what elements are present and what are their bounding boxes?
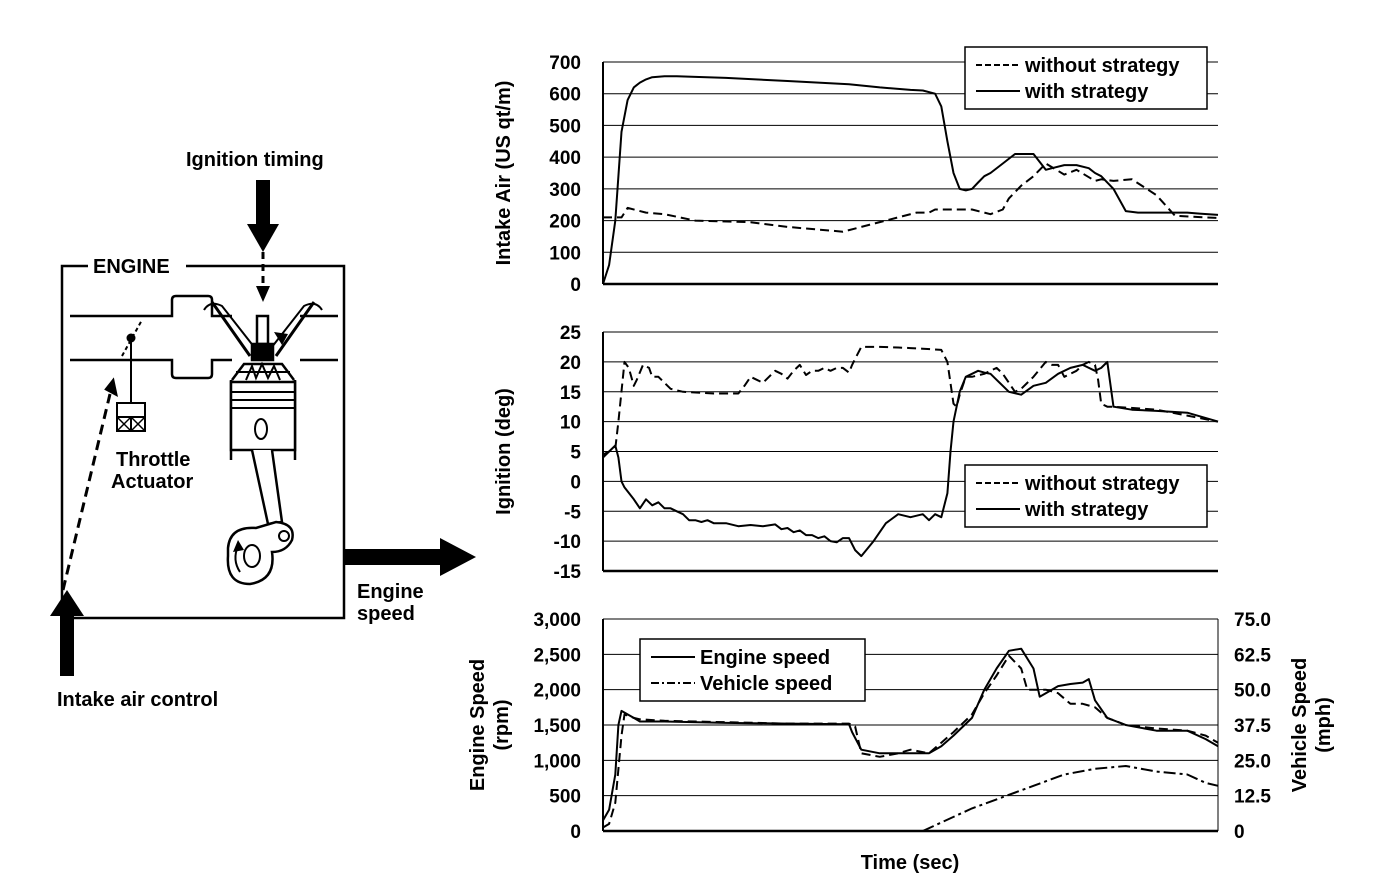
intake-air-arrow-icon [50, 377, 118, 676]
y-tick-label: 0 [570, 822, 581, 843]
legend-label: Vehicle speed [700, 673, 833, 695]
legend [640, 639, 865, 701]
y2-tick-label: 25.0 [1234, 751, 1271, 773]
legend [965, 47, 1207, 109]
y2-axis-label: Vehicle Speed [1289, 657, 1311, 793]
ignition-timing-label: Ignition timing [186, 149, 324, 171]
legend-label: Engine speed [700, 647, 831, 669]
legend-label: without strategy [1025, 55, 1180, 77]
throttle-label-line1: Throttle [116, 449, 191, 471]
engine-label: ENGINE [93, 256, 170, 278]
y-tick-label: 15 [559, 382, 581, 404]
y-tick-label: 2,500 [533, 645, 581, 667]
y-tick-label: 300 [549, 179, 581, 201]
throttle-label-line2: Actuator [111, 471, 194, 493]
y-tick-label: 600 [549, 84, 581, 106]
y-tick-label: 10 [559, 412, 581, 434]
throttle-valve-icon [122, 320, 142, 404]
y-tick-label: 700 [549, 53, 581, 74]
y-tick-label: 1,000 [533, 751, 581, 773]
legend [965, 465, 1207, 527]
throttle-actuator-icon [117, 403, 145, 431]
engine-speed-label-line1: Engine [357, 581, 424, 603]
y-tick-label: 0 [570, 275, 581, 296]
legend-label: with strategy [1025, 499, 1149, 521]
series-line-without-strategy-dashed [603, 347, 1218, 455]
engine-speed-chart [467, 610, 1335, 843]
y-tick-label: 100 [549, 243, 581, 265]
y-tick-label: 400 [549, 148, 581, 170]
y2-tick-label: 12.5 [1234, 786, 1271, 808]
y2-tick-label: 37.5 [1234, 716, 1271, 737]
y2-tick-label: 62.5 [1234, 645, 1271, 667]
legend-label: without strategy [1025, 473, 1180, 495]
y-tick-label: 0 [570, 472, 581, 494]
y-tick-label: 2,000 [533, 680, 581, 702]
y-axis-label-unit: (rpm) [491, 699, 513, 751]
y-tick-label: 20 [559, 352, 581, 374]
y-tick-label: -15 [553, 562, 581, 583]
y-tick-label: 5 [570, 442, 581, 464]
ignition-arrow-icon [247, 180, 279, 302]
intake-air-chart [493, 47, 1218, 296]
y-axis-label: Engine Speed [467, 658, 489, 792]
y-tick-label: 3,000 [533, 610, 581, 631]
y-tick-label: -10 [553, 532, 581, 554]
series-line-vehicle-speed-dashdot [923, 766, 1218, 831]
series-line-without-strategy-dashed [603, 164, 1218, 232]
legend-label: with strategy [1025, 81, 1149, 103]
cylinder-icon [204, 302, 322, 584]
y2-tick-label: 50.0 [1234, 680, 1271, 702]
y-tick-label: 500 [549, 786, 581, 808]
engine-speed-arrow-icon [344, 538, 476, 576]
ignition-chart [493, 323, 1218, 583]
y-axis-label: Ignition (deg) [493, 388, 515, 515]
engine-speed-label-line2: speed [357, 603, 415, 625]
y-tick-label: 25 [559, 323, 581, 344]
y-tick-label: 200 [549, 211, 581, 233]
y2-axis-label-unit: (mph) [1313, 697, 1335, 753]
engine-diagram [50, 149, 476, 711]
intake-air-control-label: Intake air control [57, 689, 219, 711]
y-tick-label: 1,500 [533, 716, 581, 737]
y2-tick-label: 0 [1234, 822, 1245, 843]
y-axis-label: Intake Air (US qt/m) [493, 80, 515, 266]
y-tick-label: 500 [549, 116, 581, 138]
y-tick-label: -5 [564, 502, 581, 524]
y2-tick-label: 75.0 [1234, 610, 1271, 631]
x-axis-label: Time (sec) [860, 852, 960, 874]
